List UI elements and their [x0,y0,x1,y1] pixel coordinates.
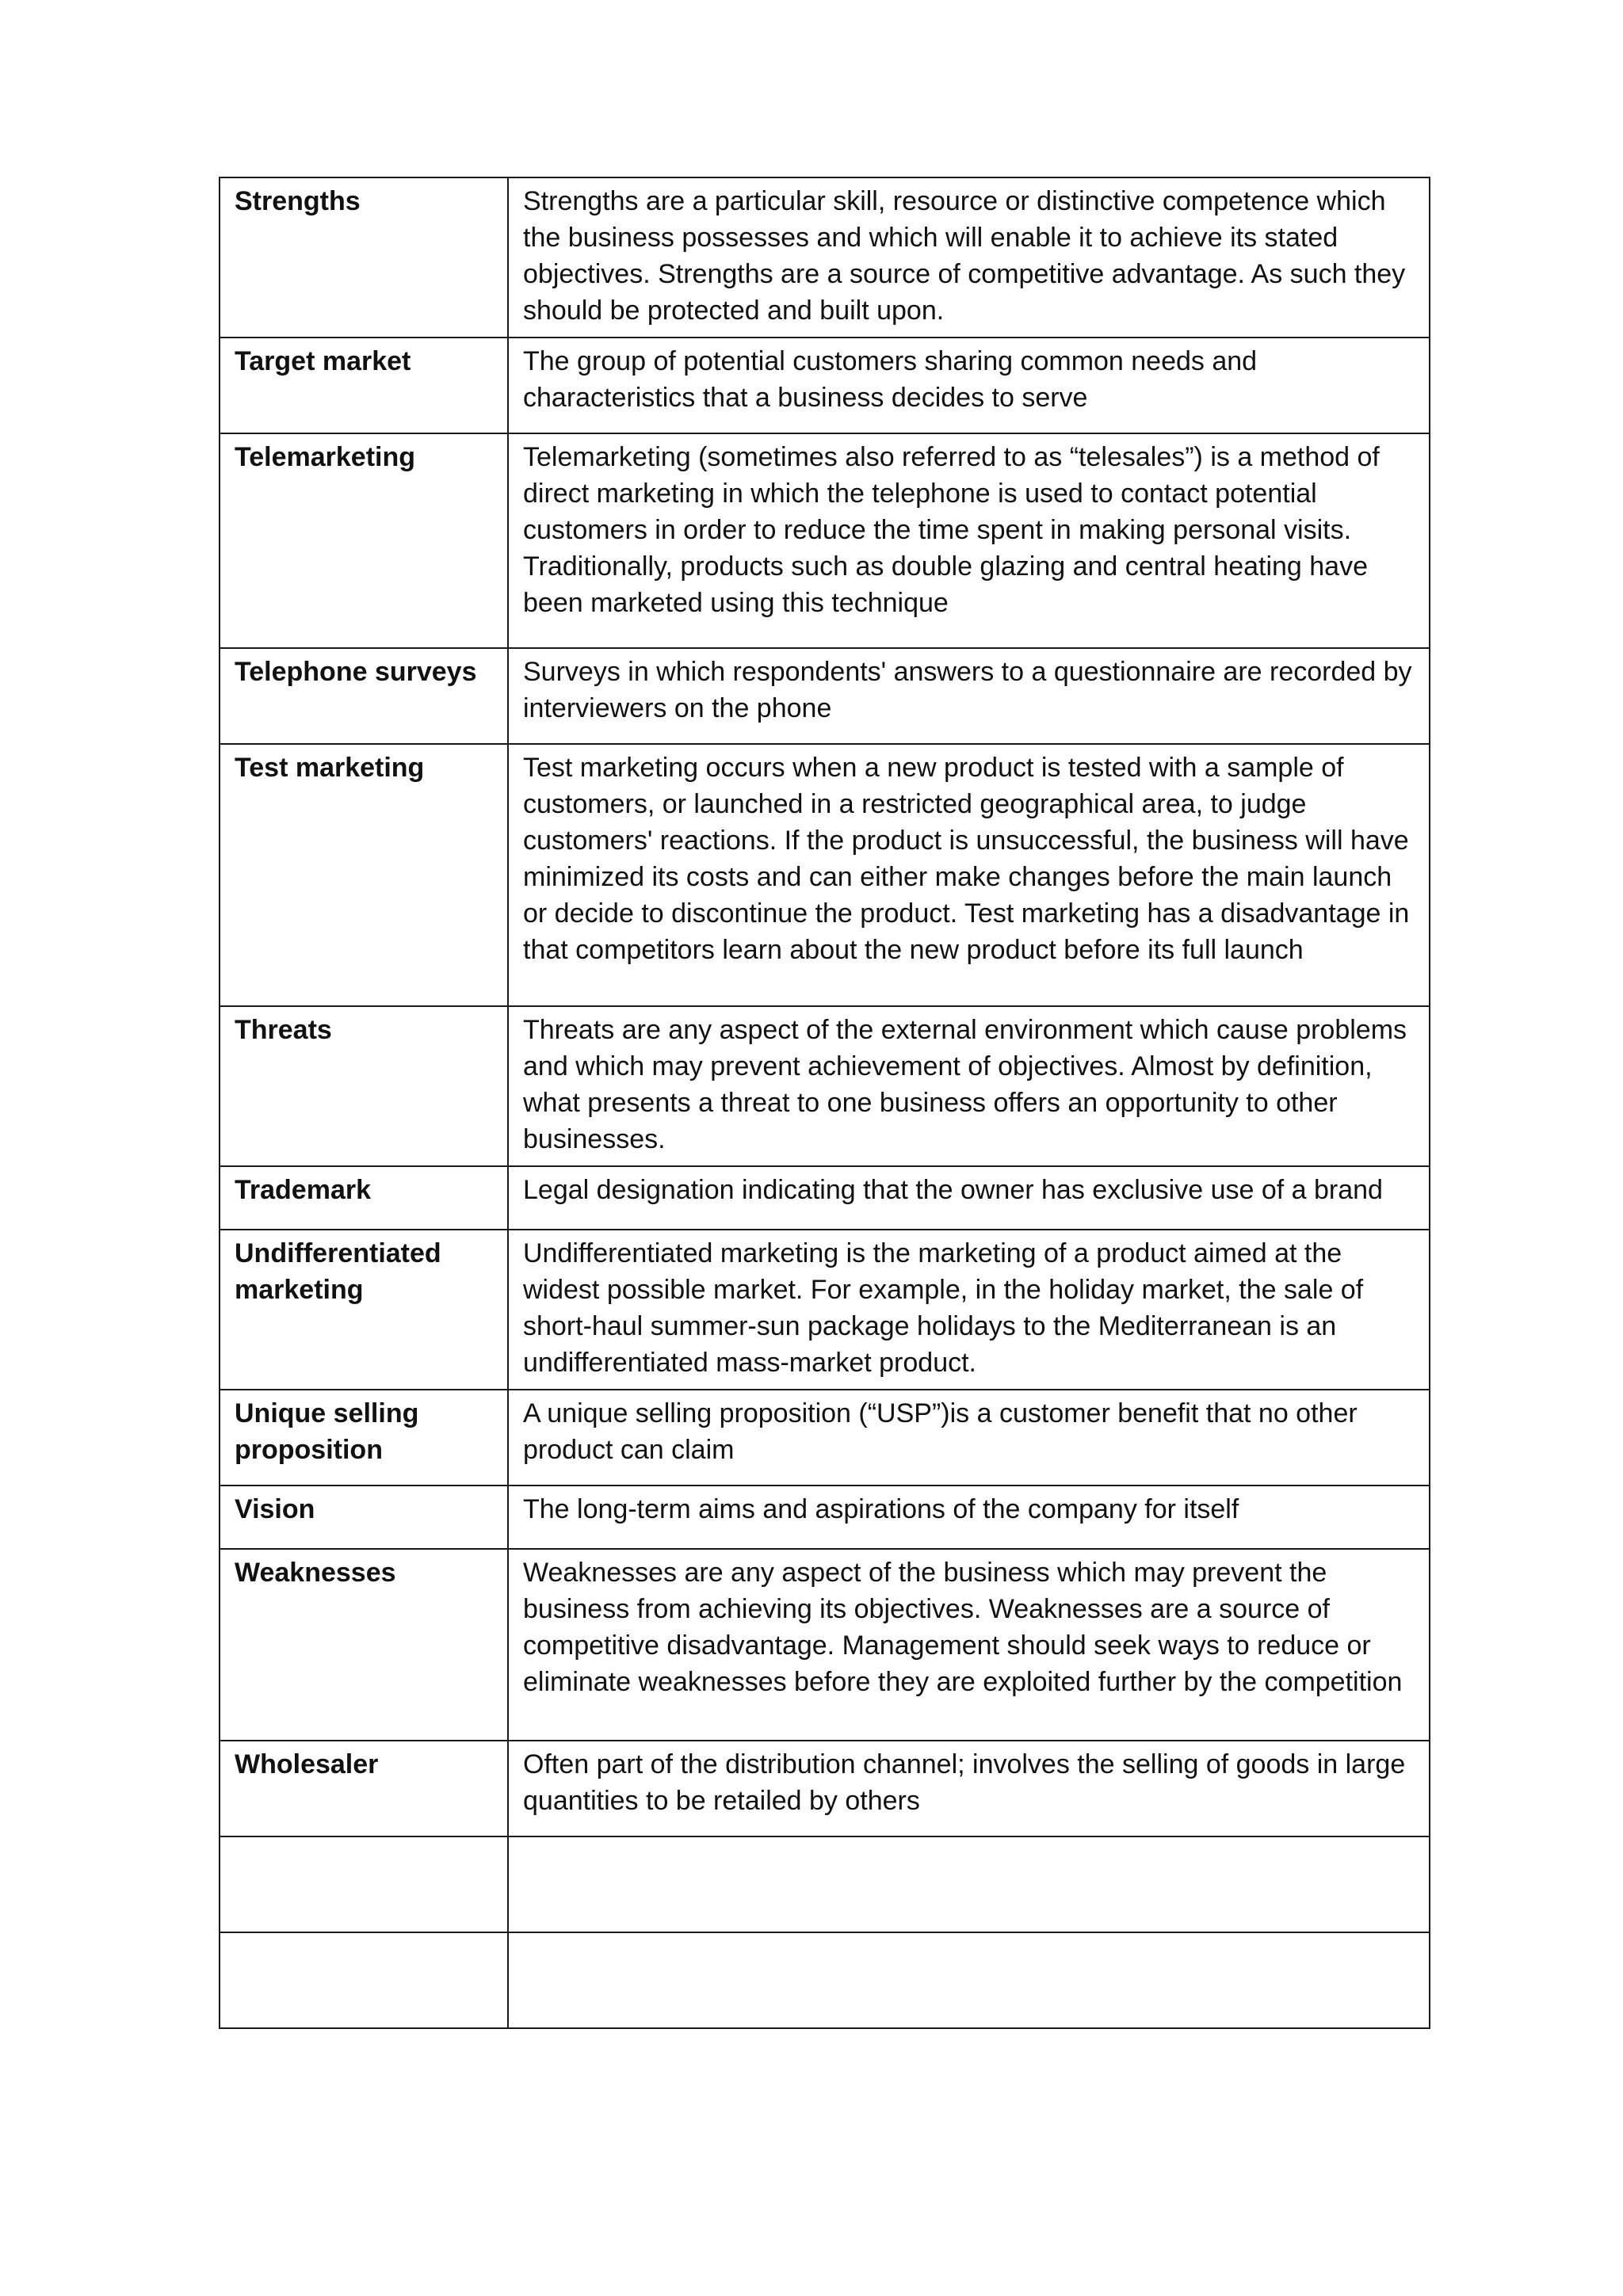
glossary-term: Telemarketing [220,433,508,648]
glossary-definition: Telemarketing (sometimes also referred to as “telesales”) is a method of direct marketing in which the telephone is used to contact potential customers in order to reduce the time spent in making personal visits. Traditionally, products such as double glazing and central heating have been marketed using this technique [508,433,1430,648]
glossary-row [220,1932,1430,2028]
glossary-row [220,1230,1430,1390]
glossary-row [220,744,1430,1006]
glossary-row [220,1166,1430,1230]
glossary-term [220,1932,508,2028]
glossary-term: Undifferentiated marketing [220,1230,508,1390]
glossary-row [220,1741,1430,1836]
glossary-definition: Often part of the distribution channel; involves the selling of goods in large quantities to be retailed by others [508,1741,1430,1836]
glossary-term: Test marketing [220,744,508,1006]
glossary-definition: Test marketing occurs when a new product is tested with a sample of customers, or launched in a restricted geographical area, to judge customers' reactions. If the product is unsuccessful, the business will have minimized its costs and can either make changes before the main launch or decide to discontinue the product. Test marketing has a disadvantage in that competitors learn about the new product before its full launch [508,744,1430,1006]
glossary-term: Strengths [220,177,508,338]
glossary-row [220,338,1430,433]
glossary-definition: Strengths are a particular skill, resource or distinctive competence which the business possesses and which will enable it to achieve its stated objectives. Strengths are a source of competitive advantage. As such they should be protected and built upon. [508,177,1430,338]
glossary-definition: Surveys in which respondents' answers to a questionnaire are recorded by interviewers on the phone [508,648,1430,744]
glossary-term: Threats [220,1006,508,1166]
glossary-term: Weaknesses [220,1549,508,1741]
glossary-definition: Undifferentiated marketing is the marketing of a product aimed at the widest possible market. For example, in the holiday market, the sale of short-haul summer-sun package holidays to the Mediterranean is an undifferentiated mass-market product. [508,1230,1430,1390]
glossary-row [220,1390,1430,1486]
glossary-term: Wholesaler [220,1741,508,1836]
glossary-term [220,1836,508,1932]
glossary-row [220,1486,1430,1549]
glossary-term: Telephone surveys [220,648,508,744]
glossary-definition [508,1836,1430,1932]
glossary-definition: Legal designation indicating that the owner has exclusive use of a brand [508,1166,1430,1230]
glossary-definition: The group of potential customers sharing common needs and characteristics that a business decides to serve [508,338,1430,433]
glossary-definition: A unique selling proposition (“USP”)is a customer benefit that no other product can claim [508,1390,1430,1486]
glossary-row [220,1549,1430,1741]
glossary-row [220,1836,1430,1932]
glossary-row [220,648,1430,744]
glossary-term: Vision [220,1486,508,1549]
glossary-definition: Threats are any aspect of the external environment which cause problems and which may prevent achievement of objectives. Almost by definition, what presents a threat to one business offers an opportunity to other businesses. [508,1006,1430,1166]
glossary-row [220,1006,1430,1166]
glossary-row [220,433,1430,648]
glossary-term: Target market [220,338,508,433]
glossary-term: Unique selling proposition [220,1390,508,1486]
glossary-table [219,177,1430,2029]
glossary-definition: Weaknesses are any aspect of the business which may prevent the business from achieving its objectives. Weaknesses are a source of competitive disadvantage. Management should seek ways to reduce or eliminate weaknesses before they are exploited further by the competition [508,1549,1430,1741]
glossary-term: Trademark [220,1166,508,1230]
glossary-definition [508,1932,1430,2028]
glossary-row [220,177,1430,338]
glossary-definition: The long-term aims and aspirations of the company for itself [508,1486,1430,1549]
